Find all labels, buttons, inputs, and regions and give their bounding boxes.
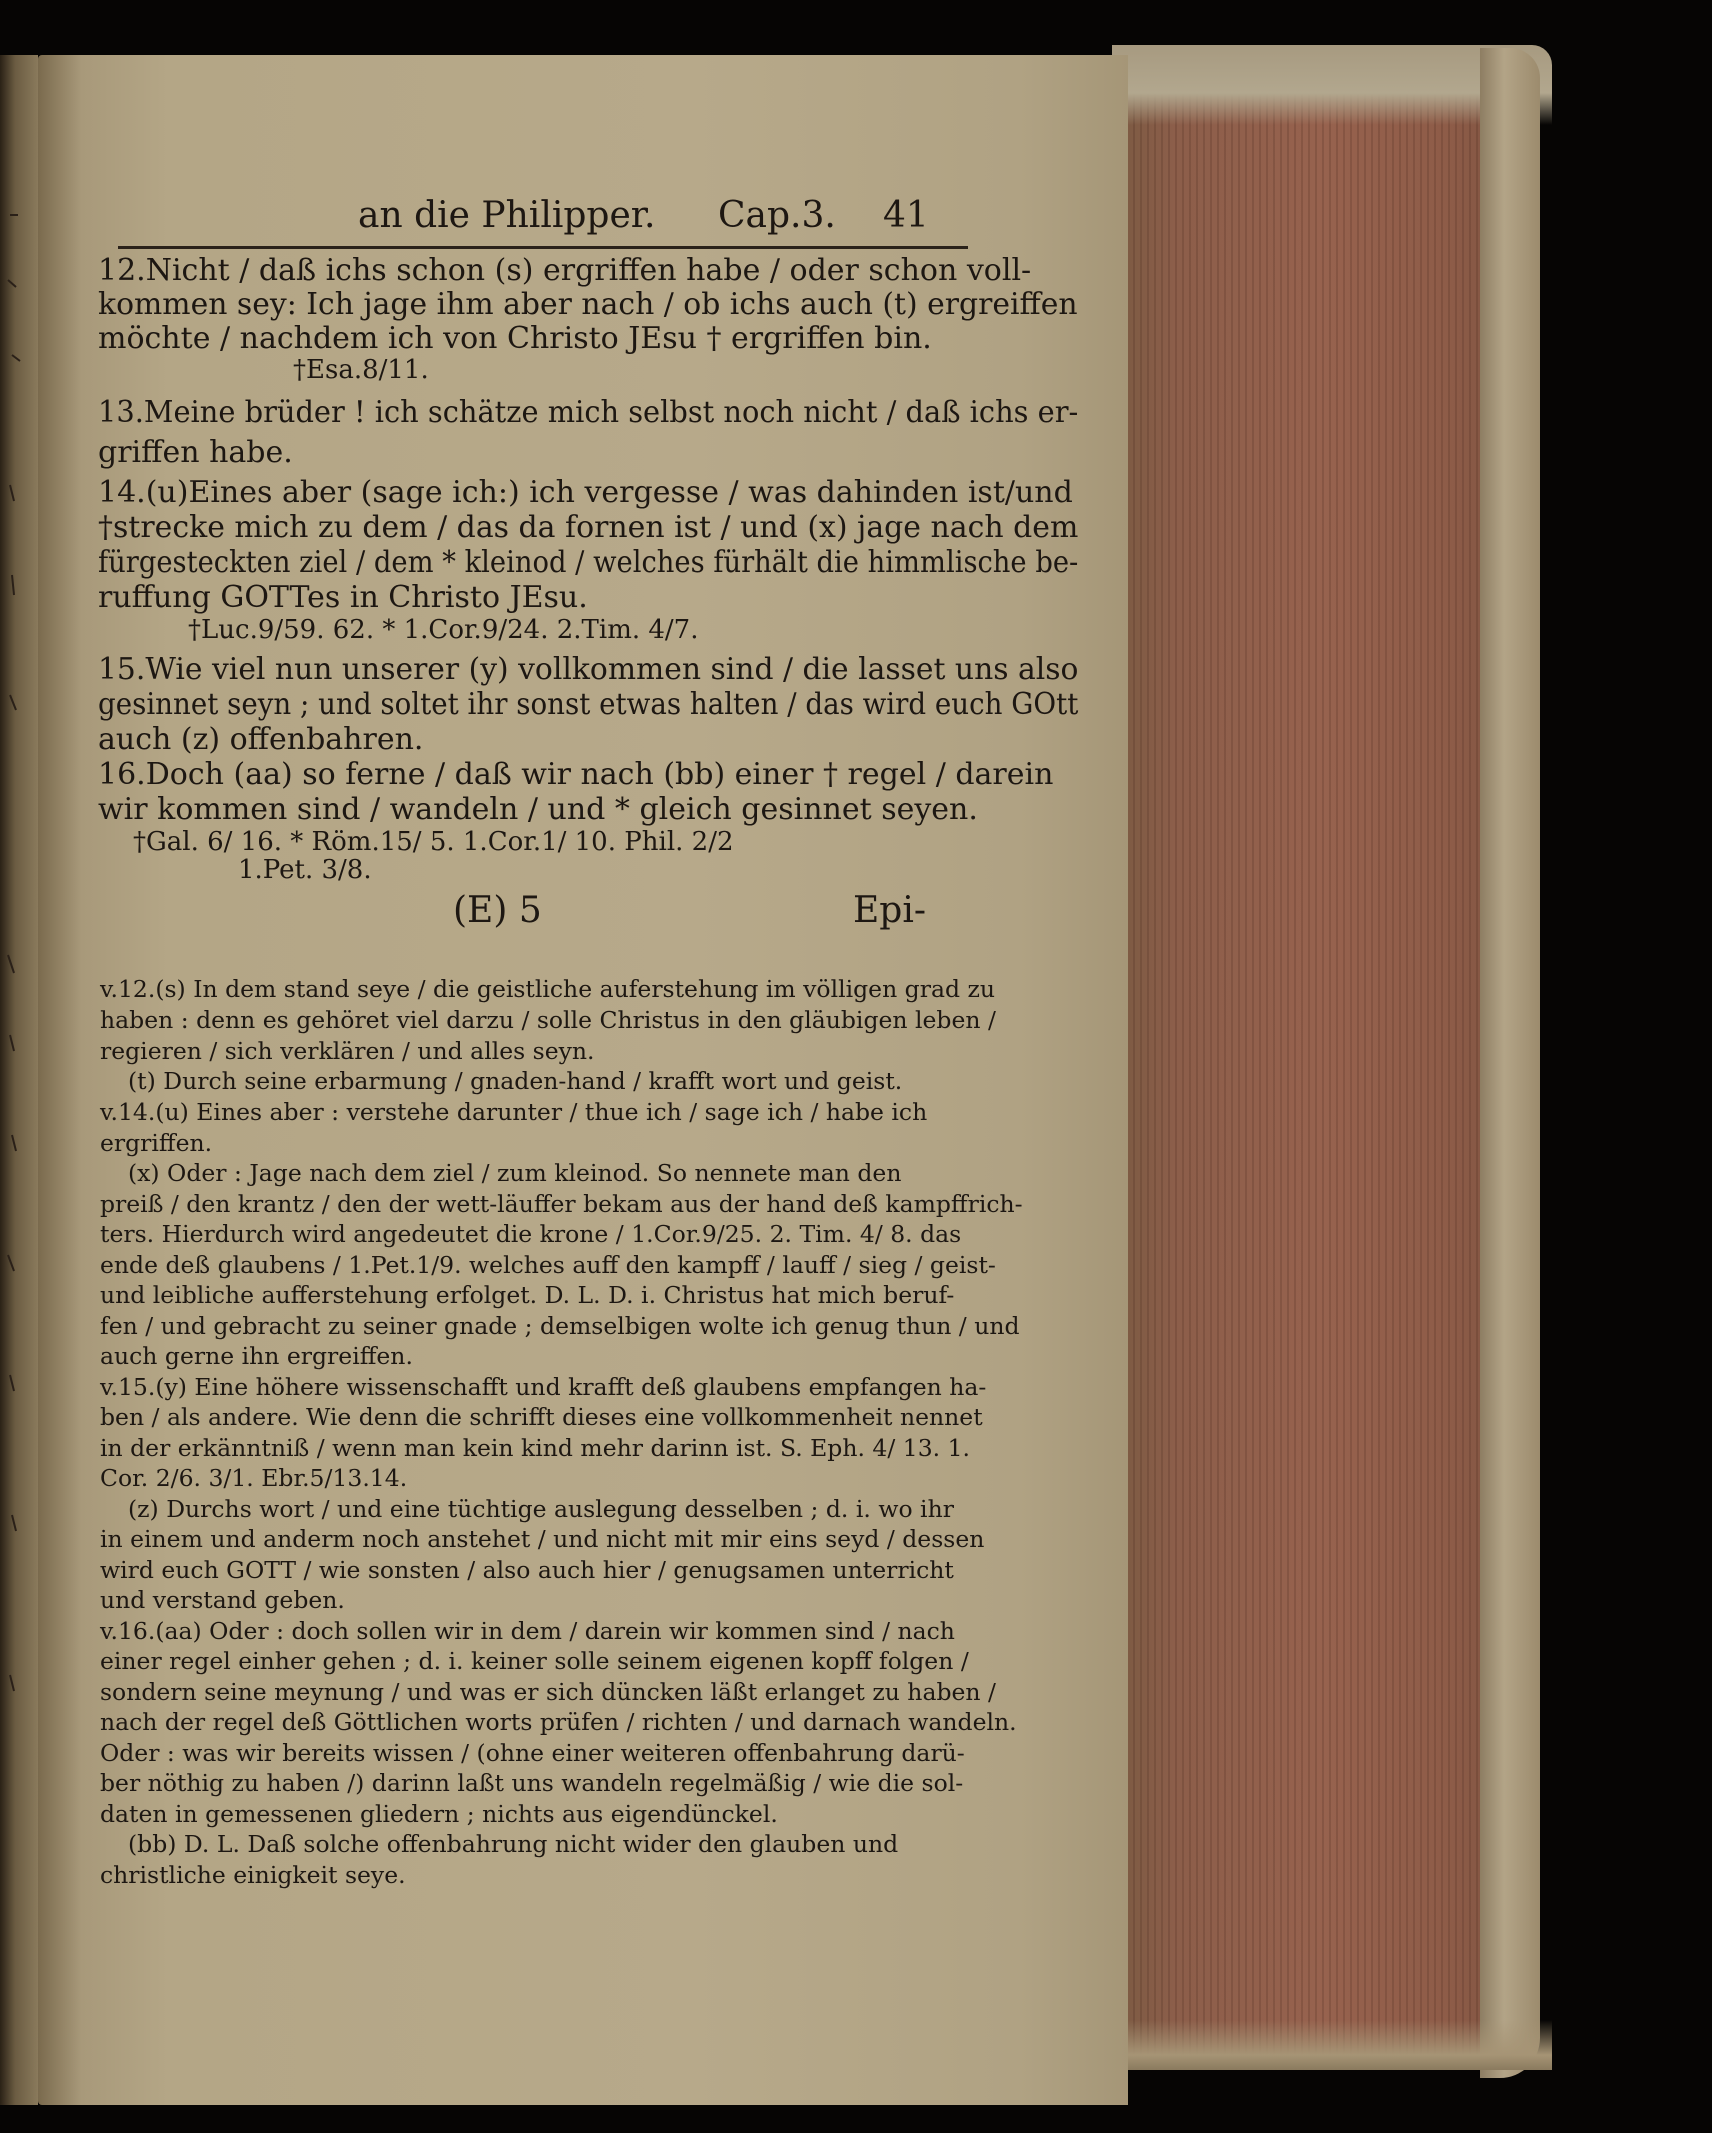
footnote-line: ben / als andere. Wie denn die schrifft dieses eine vollkommenheit nennet	[100, 1403, 983, 1431]
signature-mark: (E) 5	[453, 890, 542, 931]
footnote-line: einer regel einher gehen ; d. i. keiner solle seinem eigenen kopff folgen /	[100, 1647, 969, 1675]
footnote-line: (x) Oder : Jage nach dem ziel / zum kleinod. So nennete man den	[128, 1159, 902, 1187]
book-page	[38, 55, 1128, 2105]
cross-reference: †Esa.8/11.	[293, 355, 429, 385]
chapter-label: Cap.3.	[718, 195, 836, 236]
bible-line: 16.Doch (aa) so ferne / daß wir nach (bb) einer † regel / darein	[98, 757, 1054, 792]
footnote-line: v.16.(aa) Oder : doch sollen wir in dem / darein wir kommen sind / nach	[100, 1617, 955, 1645]
footnote-line: haben : denn es gehöret viel darzu / solle Christus in den gläubigen leben /	[100, 1006, 996, 1034]
bible-line: 12.Nicht / daß ichs schon (s) ergriffen habe / oder schon voll-	[98, 253, 1032, 288]
cross-reference: 1.Pet. 3/8.	[238, 855, 372, 885]
page-header	[358, 195, 978, 245]
footnote-line: wird euch GOTT / wie sonsten / also auch hier / genugsamen unterricht	[100, 1556, 954, 1584]
footnote-line: auch gerne ihn ergreiffen.	[100, 1342, 413, 1370]
cross-reference: †Gal. 6/ 16. * Röm.15/ 5. 1.Cor.1/ 10. Phil. 2/2	[133, 827, 734, 857]
bible-line: griffen habe.	[98, 435, 293, 470]
footnote-line: ber nöthig zu haben /) darinn laßt uns wandeln regelmäßig / wie die sol-	[100, 1769, 964, 1797]
bible-line: 13.Meine brüder ! ich schätze mich selbst noch nicht / daß ichs er-	[98, 395, 1079, 430]
bible-line: †strecke mich zu dem / das da fornen ist / und (x) jage nach dem	[98, 510, 1079, 545]
cross-reference: †Luc.9/59. 62. * 1.Cor.9/24. 2.Tim. 4/7.	[188, 615, 699, 645]
bible-line: kommen sey: Ich jage ihm aber nach / ob ichs auch (t) ergreiffen	[98, 287, 1078, 322]
page-number: 41	[883, 195, 929, 236]
header-rule	[118, 246, 968, 249]
footnote-line: sondern seine meynung / und was er sich düncken läßt erlanget zu haben /	[100, 1678, 996, 1706]
footnote-line: v.15.(y) Eine höhere wissenschafft und krafft deß glaubens empfangen ha-	[100, 1373, 987, 1401]
footnote-line: ters. Hierdurch wird angedeutet die krone / 1.Cor.9/25. 2. Tim. 4/ 8. das	[100, 1220, 962, 1248]
bible-line: möchte / nachdem ich von Christo JEsu † ergriffen bin.	[98, 321, 932, 356]
footnote-line: nach der regel deß Göttlichen worts prüfen / richten / und darnach wandeln.	[100, 1708, 1017, 1736]
footnote-line: christliche einigkeit seye.	[100, 1861, 406, 1889]
facing-page-marks	[2, 55, 32, 2105]
book-fore-edge	[1112, 45, 1532, 2065]
footnote-line: v.14.(u) Eines aber : verstehe darunter / thue ich / sage ich / habe ich	[100, 1098, 928, 1126]
footnote-line: fen / und gebracht zu seiner gnade ; demselbigen wolte ich genug thun / und	[100, 1312, 1020, 1340]
footnote-line: regieren / sich verklären / und alles seyn.	[100, 1037, 595, 1065]
bible-line: fürgesteckten ziel / dem * kleinod / welches fürhält die himmlische be-	[98, 545, 1079, 580]
footnote-line: (t) Durch seine erbarmung / gnaden-hand / krafft wort und geist.	[128, 1067, 903, 1095]
running-title: an die Philipper.	[358, 195, 656, 236]
footnote-line: ende deß glaubens / 1.Pet.1/9. welches auff den kampff / lauff / sieg / geist-	[100, 1251, 996, 1279]
catchword: Epi-	[853, 890, 927, 931]
footnote-line: und verstand geben.	[100, 1586, 345, 1614]
footnote-line: (bb) D. L. Daß solche offenbahrung nicht wider den glauben und	[128, 1830, 899, 1858]
footnote-line: v.12.(s) In dem stand seye / die geistliche auferstehung im völligen grad zu	[100, 975, 995, 1003]
footnote-line: in der erkänntniß / wenn man kein kind mehr darinn ist. S. Eph. 4/ 13. 1.	[100, 1434, 971, 1462]
bible-line: auch (z) offenbahren.	[98, 722, 424, 757]
book-bottom-edge	[1112, 2020, 1552, 2070]
footnote-line: daten in gemessenen gliedern ; nichts aus eigendünckel.	[100, 1800, 778, 1828]
bible-line: ruffung GOTTes in Christo JEsu.	[98, 580, 588, 615]
footnote-line: (z) Durchs wort / und eine tüchtige auslegung desselben ; d. i. wo ihr	[128, 1495, 954, 1523]
bible-line: 15.Wie viel nun unserer (y) vollkommen sind / die lasset uns also	[98, 652, 1079, 687]
facing-page-edge	[0, 55, 38, 2105]
footnote-line: und leibliche aufferstehung erfolget. D. L. D. i. Christus hat mich beruf-	[100, 1281, 955, 1309]
bible-line: gesinnet seyn ; und soltet ihr sonst etwas halten / das wird euch GOtt	[98, 687, 1079, 722]
bible-line: wir kommen sind / wandeln / und * gleich gesinnet seyen.	[98, 792, 978, 827]
footnote-line: Oder : was wir bereits wissen / (ohne einer weiteren offenbahrung darü-	[100, 1739, 965, 1767]
book-cover-edge	[1480, 48, 1540, 2078]
bible-line: 14.(u)Eines aber (sage ich:) ich vergesse / was dahinden ist/und	[98, 475, 1073, 510]
footnote-line: preiß / den krantz / den der wett-läuffer bekam aus der hand deß kampffrich-	[100, 1190, 1023, 1218]
footnote-line: in einem und anderm noch anstehet / und nicht mit mir eins seyd / dessen	[100, 1525, 985, 1553]
footnote-line: Cor. 2/6. 3/1. Ebr.5/13.14.	[100, 1464, 408, 1492]
footnote-line: ergriffen.	[100, 1129, 213, 1157]
